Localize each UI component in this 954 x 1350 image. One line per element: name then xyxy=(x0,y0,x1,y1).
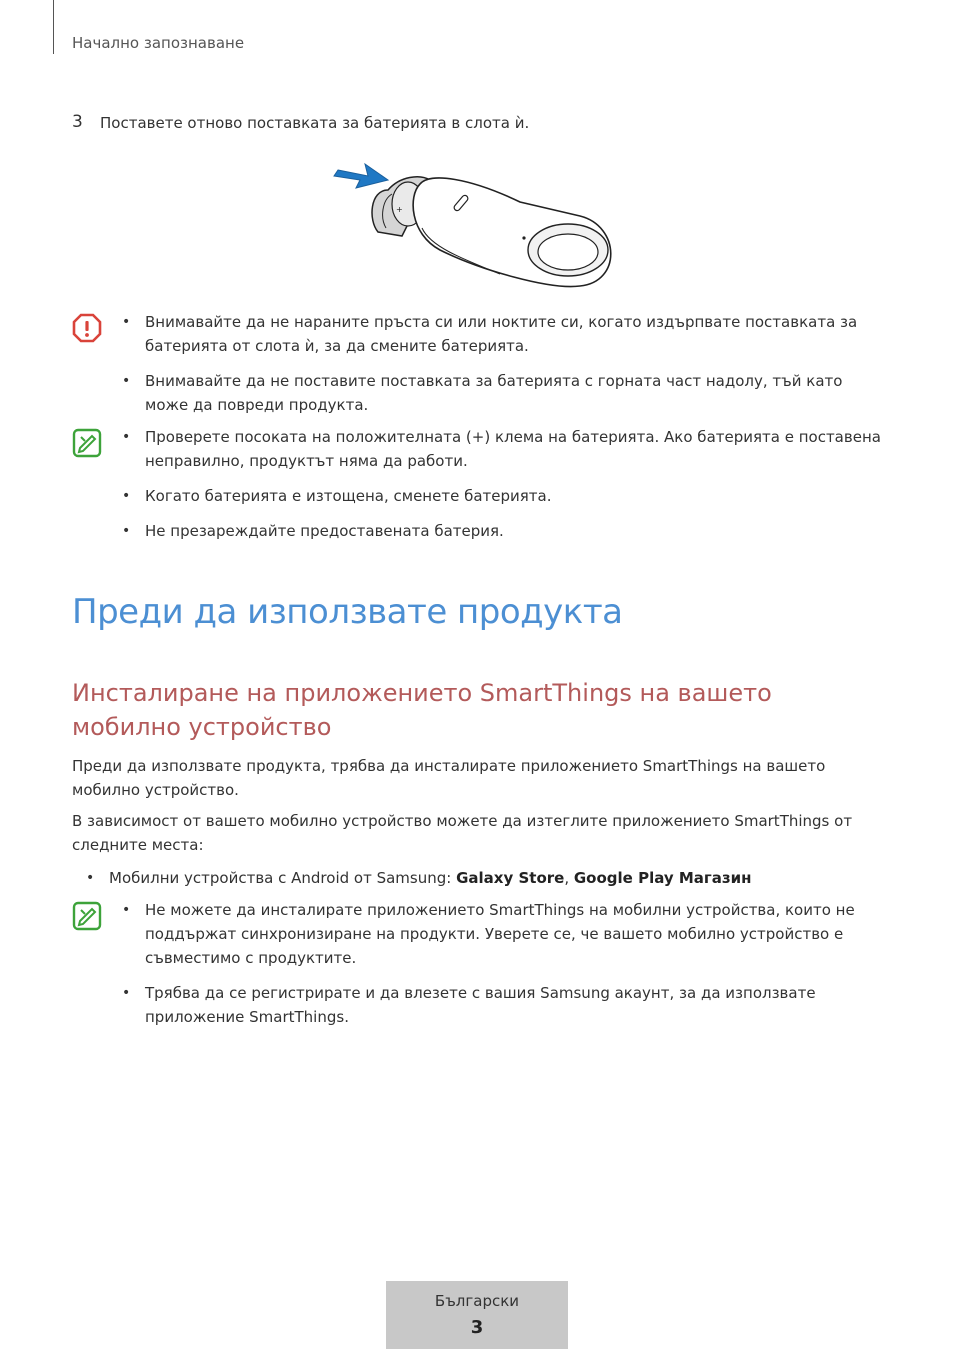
list-item: • Не презареждайте предоставената батерия. xyxy=(122,519,887,543)
list-item: • Когато батерията е изтощена, сменете батерията. xyxy=(122,484,887,508)
svg-text:+: + xyxy=(396,205,403,214)
list-item: • Внимавайте да не нараните пръста си или ноктите си, когато издърпвате поставката за батерията от слота ѝ, за да смените батерията. xyxy=(122,310,887,358)
galaxy-store-label: Galaxy Store xyxy=(456,869,565,887)
caution-icon xyxy=(72,313,102,343)
google-play-label: Google Play Магазин xyxy=(573,869,752,887)
note-icon xyxy=(72,428,102,458)
intro-paragraph: Преди да използвате продукта, трябва да инсталирате приложението SmartThings на вашето мобилно устройство. xyxy=(72,757,826,799)
list-item: • Внимавайте да не поставите поставката за батерията с горната част надолу, тъй като може да повреди продукта. xyxy=(122,369,887,417)
note-icon xyxy=(72,901,102,931)
page-number: 3 xyxy=(470,1317,484,1338)
step-text: Поставете отново поставката за батерията в слота ѝ. xyxy=(100,114,530,132)
download-paragraph: В зависимост от вашето мобилно устройство можете да изтеглите приложението SmartThings от следните места: xyxy=(72,812,853,854)
caution-list xyxy=(122,310,887,428)
insert-arrow-icon xyxy=(334,164,388,188)
section-subtitle: Инсталиране на приложението SmartThings на вашето мобилно устройство xyxy=(72,679,772,741)
section-title: Преди да използвате продукта xyxy=(72,592,623,632)
store-bullet-prefix: Мобилни устройства с Android от Samsung: xyxy=(109,869,457,887)
store-separator: , xyxy=(564,869,574,887)
list-item: • Трябва да се регистрирате и да влезете с вашия Samsung акаунт, за да използвате приложение SmartThings. xyxy=(122,981,887,1029)
header-section: Начално запознаване xyxy=(72,34,245,52)
note-list xyxy=(122,898,887,1040)
header-rule xyxy=(53,0,54,54)
step-number: 3 xyxy=(72,112,83,132)
bullet-dot: • xyxy=(86,870,95,886)
list-item: • Не можете да инсталирате приложението SmartThings на мобилни устройства, които не поддържат синхронизиране на продукти. Уверете се, че вашето мобилно устройство е съвместимо с продуктите. xyxy=(122,898,887,970)
note-list xyxy=(122,425,887,554)
page-footer xyxy=(386,1281,568,1349)
battery-tray-illustration xyxy=(330,150,630,298)
list-item: • Проверете посоката на положителната (+) клема на батерията. Ако батерията е поставена неправилно, продуктът няма да работи. xyxy=(122,425,887,473)
footer-language: Български xyxy=(434,1292,520,1310)
